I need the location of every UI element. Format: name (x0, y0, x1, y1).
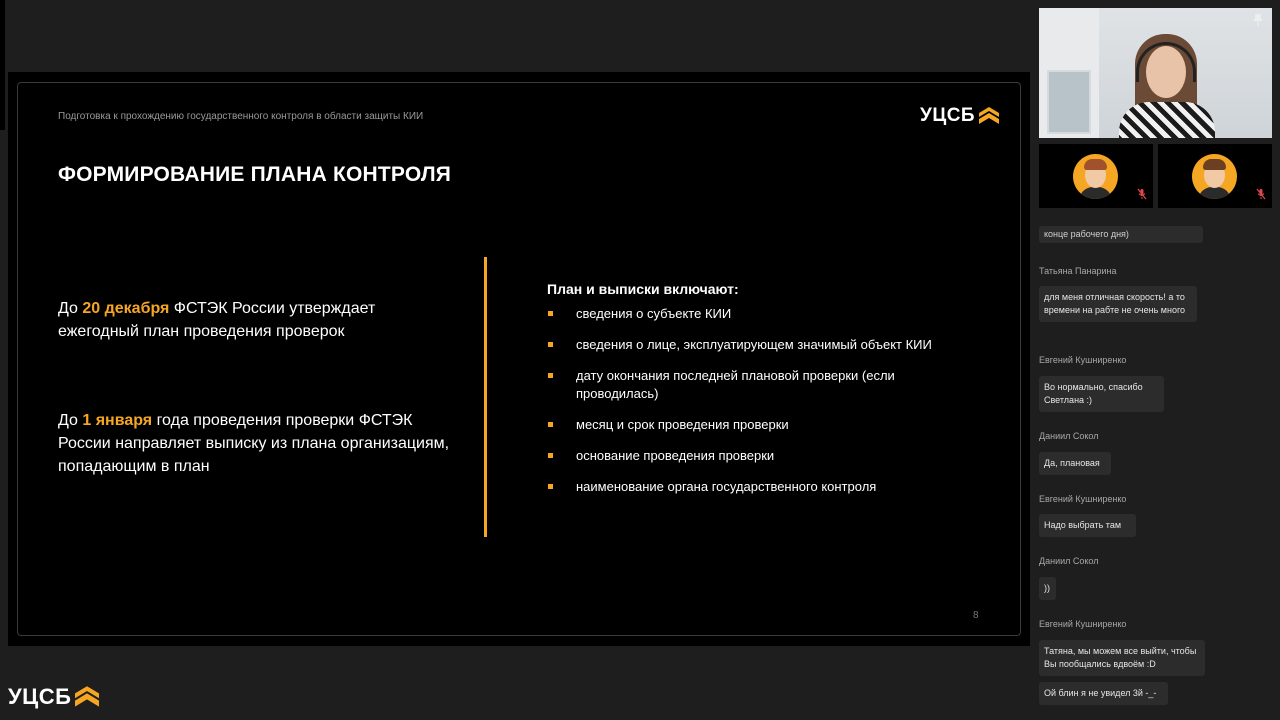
left-text-block-1 (58, 297, 458, 343)
left2-pre: До (58, 412, 83, 429)
bullet-text: наименование органа государственного контроля (576, 479, 877, 494)
bullet-item (547, 336, 967, 354)
video-background-window (1047, 70, 1091, 134)
brand-logo (920, 105, 999, 127)
chat-message-author: Даниил Сокол (1039, 556, 1099, 566)
participant-tile[interactable] (1158, 144, 1272, 208)
bullet-marker-icon (548, 373, 553, 378)
bullet-text: месяц и срок проведения проверки (576, 417, 789, 432)
bullet-marker-icon (548, 453, 553, 458)
bullet-marker-icon (548, 342, 553, 347)
bullet-list (547, 305, 967, 509)
bullet-item (547, 305, 967, 323)
slide-title: ФОРМИРОВАНИЕ ПЛАНА КОНТРОЛЯ (58, 163, 452, 186)
chat-message-author: Татьяна Панарина (1039, 266, 1117, 276)
chat-message-bubble: Да, плановая (1039, 452, 1111, 475)
chat-message-bubble: для меня отличная скорость! а то времени на рабте не очень много (1039, 286, 1197, 322)
chat-message-bubble: конце рабочего дня) (1039, 226, 1203, 243)
bullet-item (547, 478, 967, 496)
bullet-marker-icon (548, 422, 553, 427)
left1-post: ФСТЭК России утверждает ежегодный план проведения проверок (58, 300, 376, 340)
pin-icon[interactable] (1254, 14, 1262, 26)
left-text-block-2 (58, 409, 458, 478)
mic-off-icon (1256, 188, 1266, 200)
chat-message-author: Евгений Кушниренко (1039, 355, 1127, 365)
bullet-marker-icon (548, 484, 553, 489)
avatar-hair (1084, 159, 1107, 170)
bottom-logo-text: УЦСБ (8, 684, 72, 709)
main-speaker-video[interactable] (1039, 8, 1272, 138)
left2-highlight: 1 января (82, 412, 153, 429)
brand-logo-text: УЦСБ (920, 105, 976, 126)
bullet-text: сведения о субъекте КИИ (576, 306, 732, 321)
bullet-text: основание проведения проверки (576, 448, 775, 463)
chat-message-author: Даниил Сокол (1039, 431, 1099, 441)
mic-off-icon (1137, 188, 1147, 200)
left-edge-strip (0, 0, 5, 130)
bullet-marker-icon (548, 311, 553, 316)
bullet-text: дату окончания последней плановой проверки (если проводилась) (576, 368, 895, 401)
avatar-shirt (1198, 187, 1231, 199)
bullet-item (547, 447, 967, 465)
chat-message-bubble: Ой блин я не увидел 3й -_- (1039, 682, 1168, 705)
chat-message-bubble: Надо выбрать там (1039, 514, 1136, 537)
right-heading: План и выписки включают: (547, 281, 739, 297)
slide-page-number: 8 (973, 610, 979, 621)
participant-tile[interactable] (1039, 144, 1153, 208)
left2-post: года проведения проверки ФСТЭК России направляет выписку из плана организациям, попадающим в план (58, 412, 450, 475)
left1-pre: До (58, 300, 83, 317)
chat-message-bubble: )) (1039, 577, 1056, 600)
avatar (1192, 154, 1237, 199)
chat-panel[interactable] (1032, 212, 1272, 720)
chat-message-bubble: Татяна, мы можем все выйти, чтобы Вы пообщались вдвоём :D (1039, 640, 1205, 676)
bullet-text: сведения о лице, эксплуатирующем значимый объект КИИ (576, 337, 932, 352)
chat-message-author: Евгений Кушниренко (1039, 494, 1127, 504)
avatar-shirt (1079, 187, 1112, 199)
bottom-brand-logo (8, 684, 99, 710)
bullet-item (547, 416, 967, 434)
slide-subtitle: Подготовка к прохождению государственного контроля в области защиты КИИ (58, 111, 424, 122)
chat-message-bubble: Во нормально, спасибо Светлана :) (1039, 376, 1164, 412)
vertical-divider (484, 257, 487, 537)
brand-chevron-icon (979, 107, 999, 125)
brand-chevron-icon (75, 686, 99, 708)
speaker-body (1119, 102, 1215, 138)
bullet-item (547, 367, 967, 403)
left1-highlight: 20 декабря (82, 300, 170, 317)
chat-message-author: Евгений Кушниренко (1039, 619, 1127, 629)
avatar (1073, 154, 1118, 199)
avatar-hair (1203, 159, 1226, 170)
presentation-slide (17, 82, 1021, 636)
